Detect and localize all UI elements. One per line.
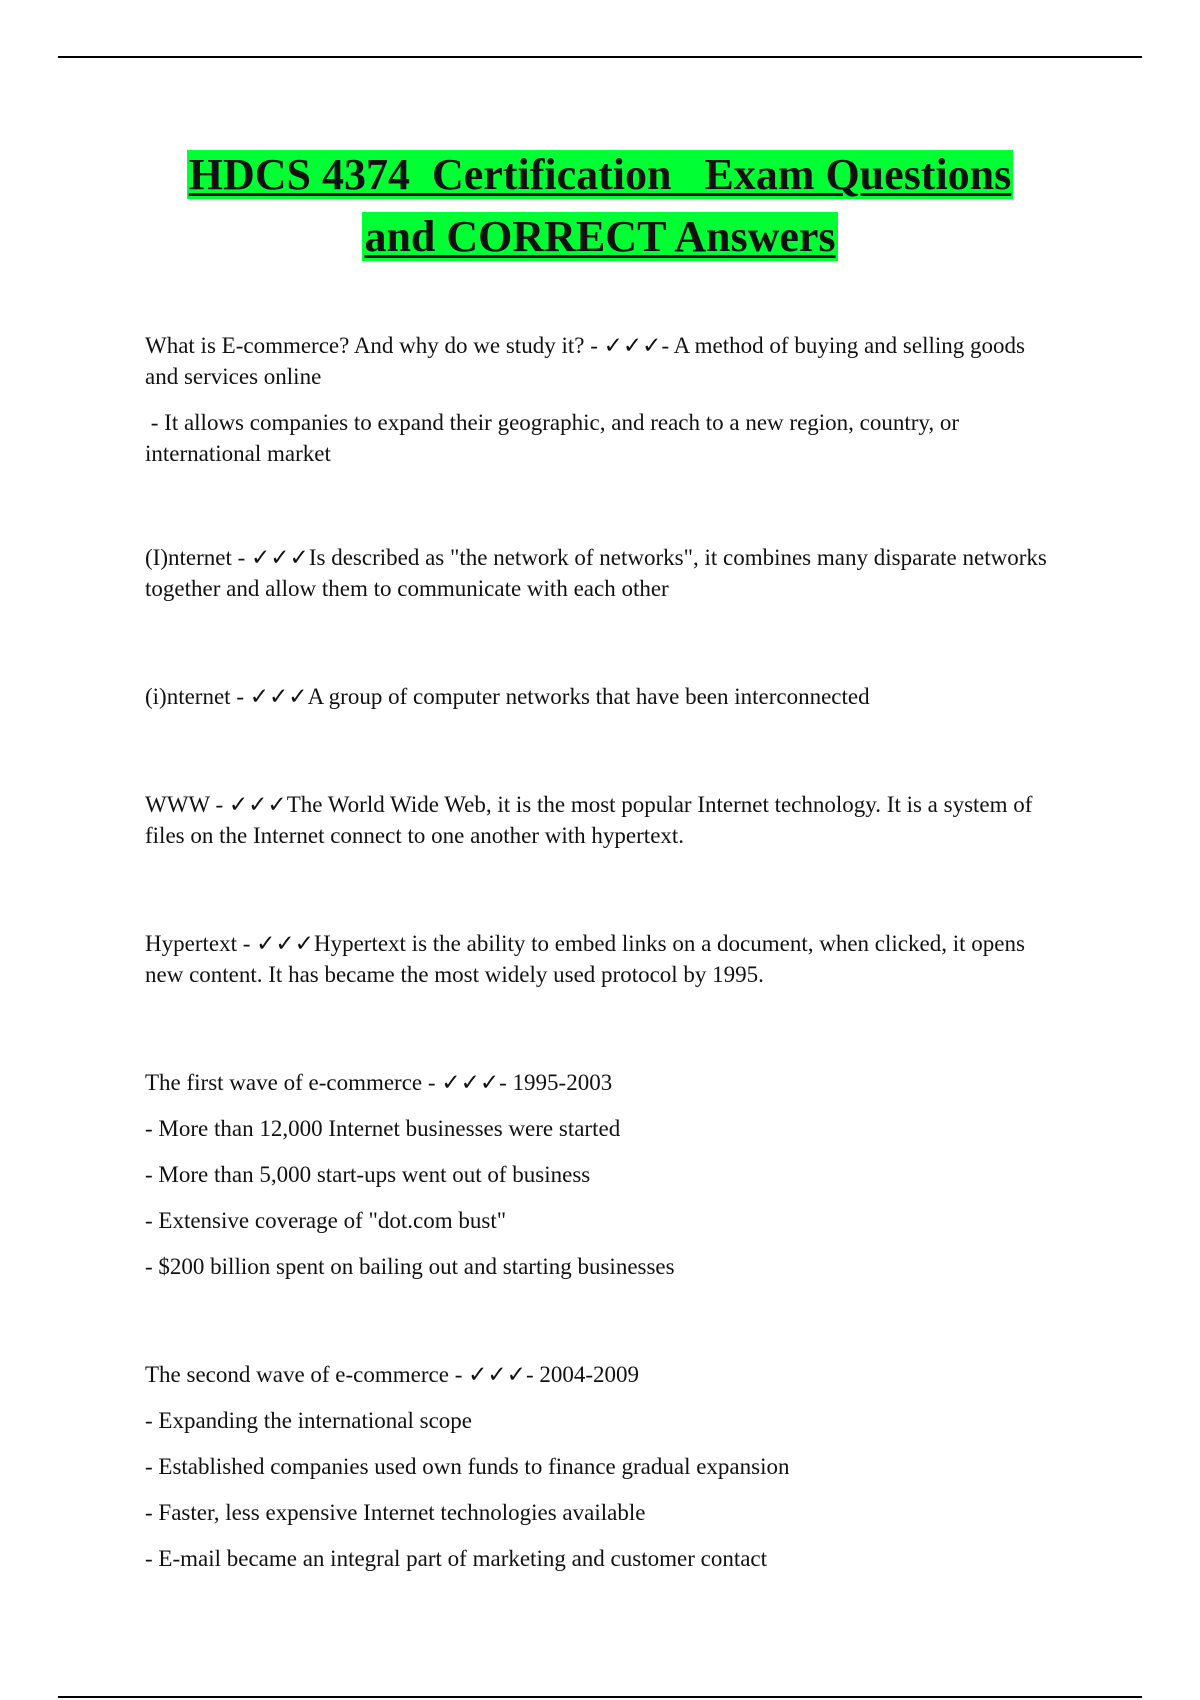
separator: - <box>209 792 229 817</box>
answer-line: - Extensive coverage of "dot.com bust" <box>145 1208 507 1233</box>
question-text: What is E-commerce? And why do we study it? <box>145 333 585 358</box>
top-rule <box>58 56 1142 58</box>
answer-line: - Expanding the international scope <box>145 1408 473 1433</box>
qa-first-line <box>145 542 1055 604</box>
qa-first-line <box>145 928 1055 990</box>
qa-item <box>145 330 1055 469</box>
qa-item <box>145 789 1055 851</box>
qa-first-line <box>145 330 1055 392</box>
check-mark-icon: ✓✓✓ <box>251 545 309 570</box>
answer-line: - Established companies used own funds to finance gradual expansion <box>145 1454 790 1479</box>
separator: - <box>236 931 257 956</box>
answer-line: Hypertext is the ability to embed links on a document, when clicked, it opens new content. It has became the most widely used protocol by 1995. <box>145 931 1031 987</box>
answer-line: - 2004-2009 <box>525 1362 640 1387</box>
answer-line: A group of computer networks that have been interconnected <box>307 684 870 709</box>
question-text: (i)nternet <box>145 684 231 709</box>
qa-content <box>145 330 1055 1589</box>
separator: - <box>584 333 604 358</box>
document-title <box>140 144 1060 268</box>
qa-item <box>145 928 1055 990</box>
title-line-1: HDCS 4374 Certification Exam Questions <box>188 150 1012 199</box>
qa-item <box>145 1359 1055 1574</box>
answer-line: - It allows companies to expand their geographic, and reach to a new region, country, or international market <box>145 410 965 466</box>
answer-line: - 1995-2003 <box>499 1070 613 1095</box>
answer-line: Is described as "the network of networks", it combines many disparate networks together and allow them to communicate with each other <box>145 545 1053 601</box>
check-mark-icon: ✓✓✓ <box>256 931 314 956</box>
answer-line: - $200 billion spent on bailing out and starting businesses <box>145 1254 675 1279</box>
check-mark-icon: ✓✓✓ <box>603 333 662 358</box>
qa-item <box>145 681 1055 712</box>
answer-line: - E-mail became an integral part of marketing and customer contact <box>145 1546 768 1571</box>
check-mark-icon: ✓✓✓ <box>228 792 287 817</box>
question-text: (I)nternet <box>145 545 232 570</box>
separator: - <box>231 545 252 570</box>
answer-line: - More than 12,000 Internet businesses were started <box>145 1116 621 1141</box>
bottom-rule <box>58 1696 1142 1698</box>
question-text: WWW <box>145 792 210 817</box>
check-mark-icon: ✓✓✓ <box>468 1362 526 1387</box>
question-text: The first wave of e-commerce <box>145 1070 423 1095</box>
question-text: Hypertext <box>145 931 237 956</box>
qa-first-line <box>145 681 1055 712</box>
qa-item <box>145 1067 1055 1282</box>
separator: - <box>422 1070 442 1095</box>
answer-line: - A method of buying and selling goods and services online <box>145 333 1031 389</box>
answer-line: - Faster, less expensive Internet technologies available <box>145 1500 646 1525</box>
check-mark-icon: ✓✓✓ <box>441 1070 500 1095</box>
qa-first-line <box>145 1067 1055 1098</box>
answer-line: - More than 5,000 start-ups went out of business <box>145 1162 591 1187</box>
question-text: The second wave of e-commerce <box>145 1362 449 1387</box>
check-mark-icon: ✓✓✓ <box>249 684 308 709</box>
qa-item <box>145 542 1055 604</box>
qa-first-line <box>145 789 1055 851</box>
title-line-2: and CORRECT Answers <box>364 212 836 261</box>
separator: - <box>230 684 250 709</box>
separator: - <box>448 1362 469 1387</box>
answer-line: The World Wide Web, it is the most popular Internet technology. It is a system of files on the Internet connect to one another with hypertext. <box>145 792 1039 848</box>
qa-first-line <box>145 1359 1055 1390</box>
